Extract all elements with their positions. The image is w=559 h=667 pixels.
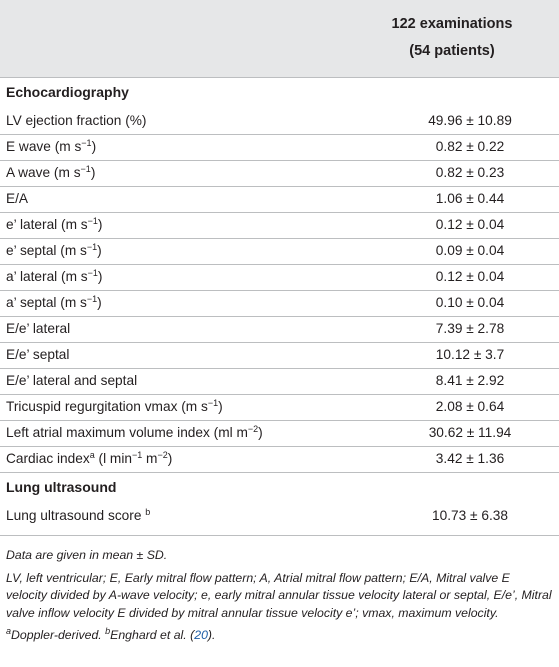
table-bottom-rule	[0, 535, 559, 536]
row-label: E/e’ lateral and septal	[6, 373, 138, 388]
row-label: a’ septal (m $s^{-1}$)	[6, 294, 102, 310]
row-label: Left atrial maximum volume index (ml $m^{-2}$)	[6, 424, 263, 440]
citation-link[interactable]: 20	[194, 628, 208, 642]
row-label: E wave (m $s^{-1}$)	[6, 138, 97, 154]
table-row	[0, 446, 559, 471]
row-label: e’ lateral (m $s^{-1}$)	[6, 216, 103, 232]
row-value: 30.62 ± 11.94	[428, 425, 512, 440]
row-value: 1.06 ± 0.44	[435, 191, 505, 206]
row-label: Tricuspid regurgitation vmax (m $s^{-1}$)	[6, 398, 223, 414]
column-header-line2: (54 patients)	[409, 43, 495, 59]
row-value: 7.39 ± 2.78	[435, 321, 505, 336]
table-footnotes	[6, 547, 552, 650]
row-value: 3.42 ± 1.36	[435, 451, 505, 466]
table-row	[0, 503, 559, 528]
table-row	[0, 212, 559, 237]
table-row	[0, 316, 559, 341]
row-value: 0.10 ± 0.04	[435, 295, 505, 310]
column-header-line1: 122 examinations	[391, 16, 513, 32]
row-label: Cardiac index$^a$ (l $\min^{-1} m^{-2}$)	[6, 450, 173, 466]
table-row	[0, 394, 559, 419]
row-value: 8.41 ± 2.92	[435, 373, 505, 388]
row-value: 0.82 ± 0.22	[435, 139, 505, 154]
row-label: LV ejection fraction (%)	[6, 113, 147, 128]
table-row	[0, 186, 559, 211]
footnote-markers: $^a$Doppler-derived. $^b$Enghard et al. (20).	[6, 626, 216, 642]
row-label: Lung ultrasound score $^b$	[6, 507, 151, 523]
table-row	[0, 290, 559, 315]
row-value: 0.82 ± 0.23	[435, 165, 505, 180]
row-value: 0.12 ± 0.04	[435, 217, 505, 232]
footnote-abbreviations: LV, left ventricular; E, Early mitral flow pattern; A, Atrial mitral flow pattern; E/A, Mitral valve E velocity divided by A-wave velocity; e, early mitral annular tissue velocity lateral or septal, E/e’, Mitral valve inflow velocity E divided by mitral annular tissue velocity e’; vmax, maximum velocity.	[6, 570, 552, 620]
section-title-echocardiography: Echocardiography	[6, 84, 129, 100]
row-value: 0.09 ± 0.04	[435, 243, 505, 258]
table-row	[0, 160, 559, 185]
table-row	[0, 264, 559, 289]
row-value: 2.08 ± 0.64	[435, 399, 505, 414]
table-row	[0, 342, 559, 367]
table-header	[0, 0, 559, 77]
row-label: e’ septal (m $s^{-1}$)	[6, 242, 102, 258]
row-value: 0.12 ± 0.04	[435, 269, 505, 284]
section-title-lung-ultrasound: Lung ultrasound	[6, 479, 117, 495]
table-row	[0, 420, 559, 445]
table-row	[0, 238, 559, 263]
row-label: E/e’ septal	[6, 347, 70, 362]
table-row	[0, 134, 559, 159]
header-divider	[0, 77, 559, 78]
table-row	[0, 108, 559, 133]
table-row	[0, 368, 559, 393]
row-value: 10.73 ± 6.38	[431, 508, 508, 523]
row-label: E/A	[6, 191, 29, 206]
footnote-summary: Data are given in mean ± SD.	[6, 548, 168, 562]
row-label: a’ lateral (m $s^{-1}$)	[6, 268, 103, 284]
row-label: A wave (m $s^{-1}$)	[6, 164, 96, 180]
row-label: E/e’ lateral	[6, 321, 71, 336]
row-value: 49.96 ± 10.89	[428, 113, 512, 128]
row-value: 10.12 ± 3.7	[435, 347, 505, 362]
